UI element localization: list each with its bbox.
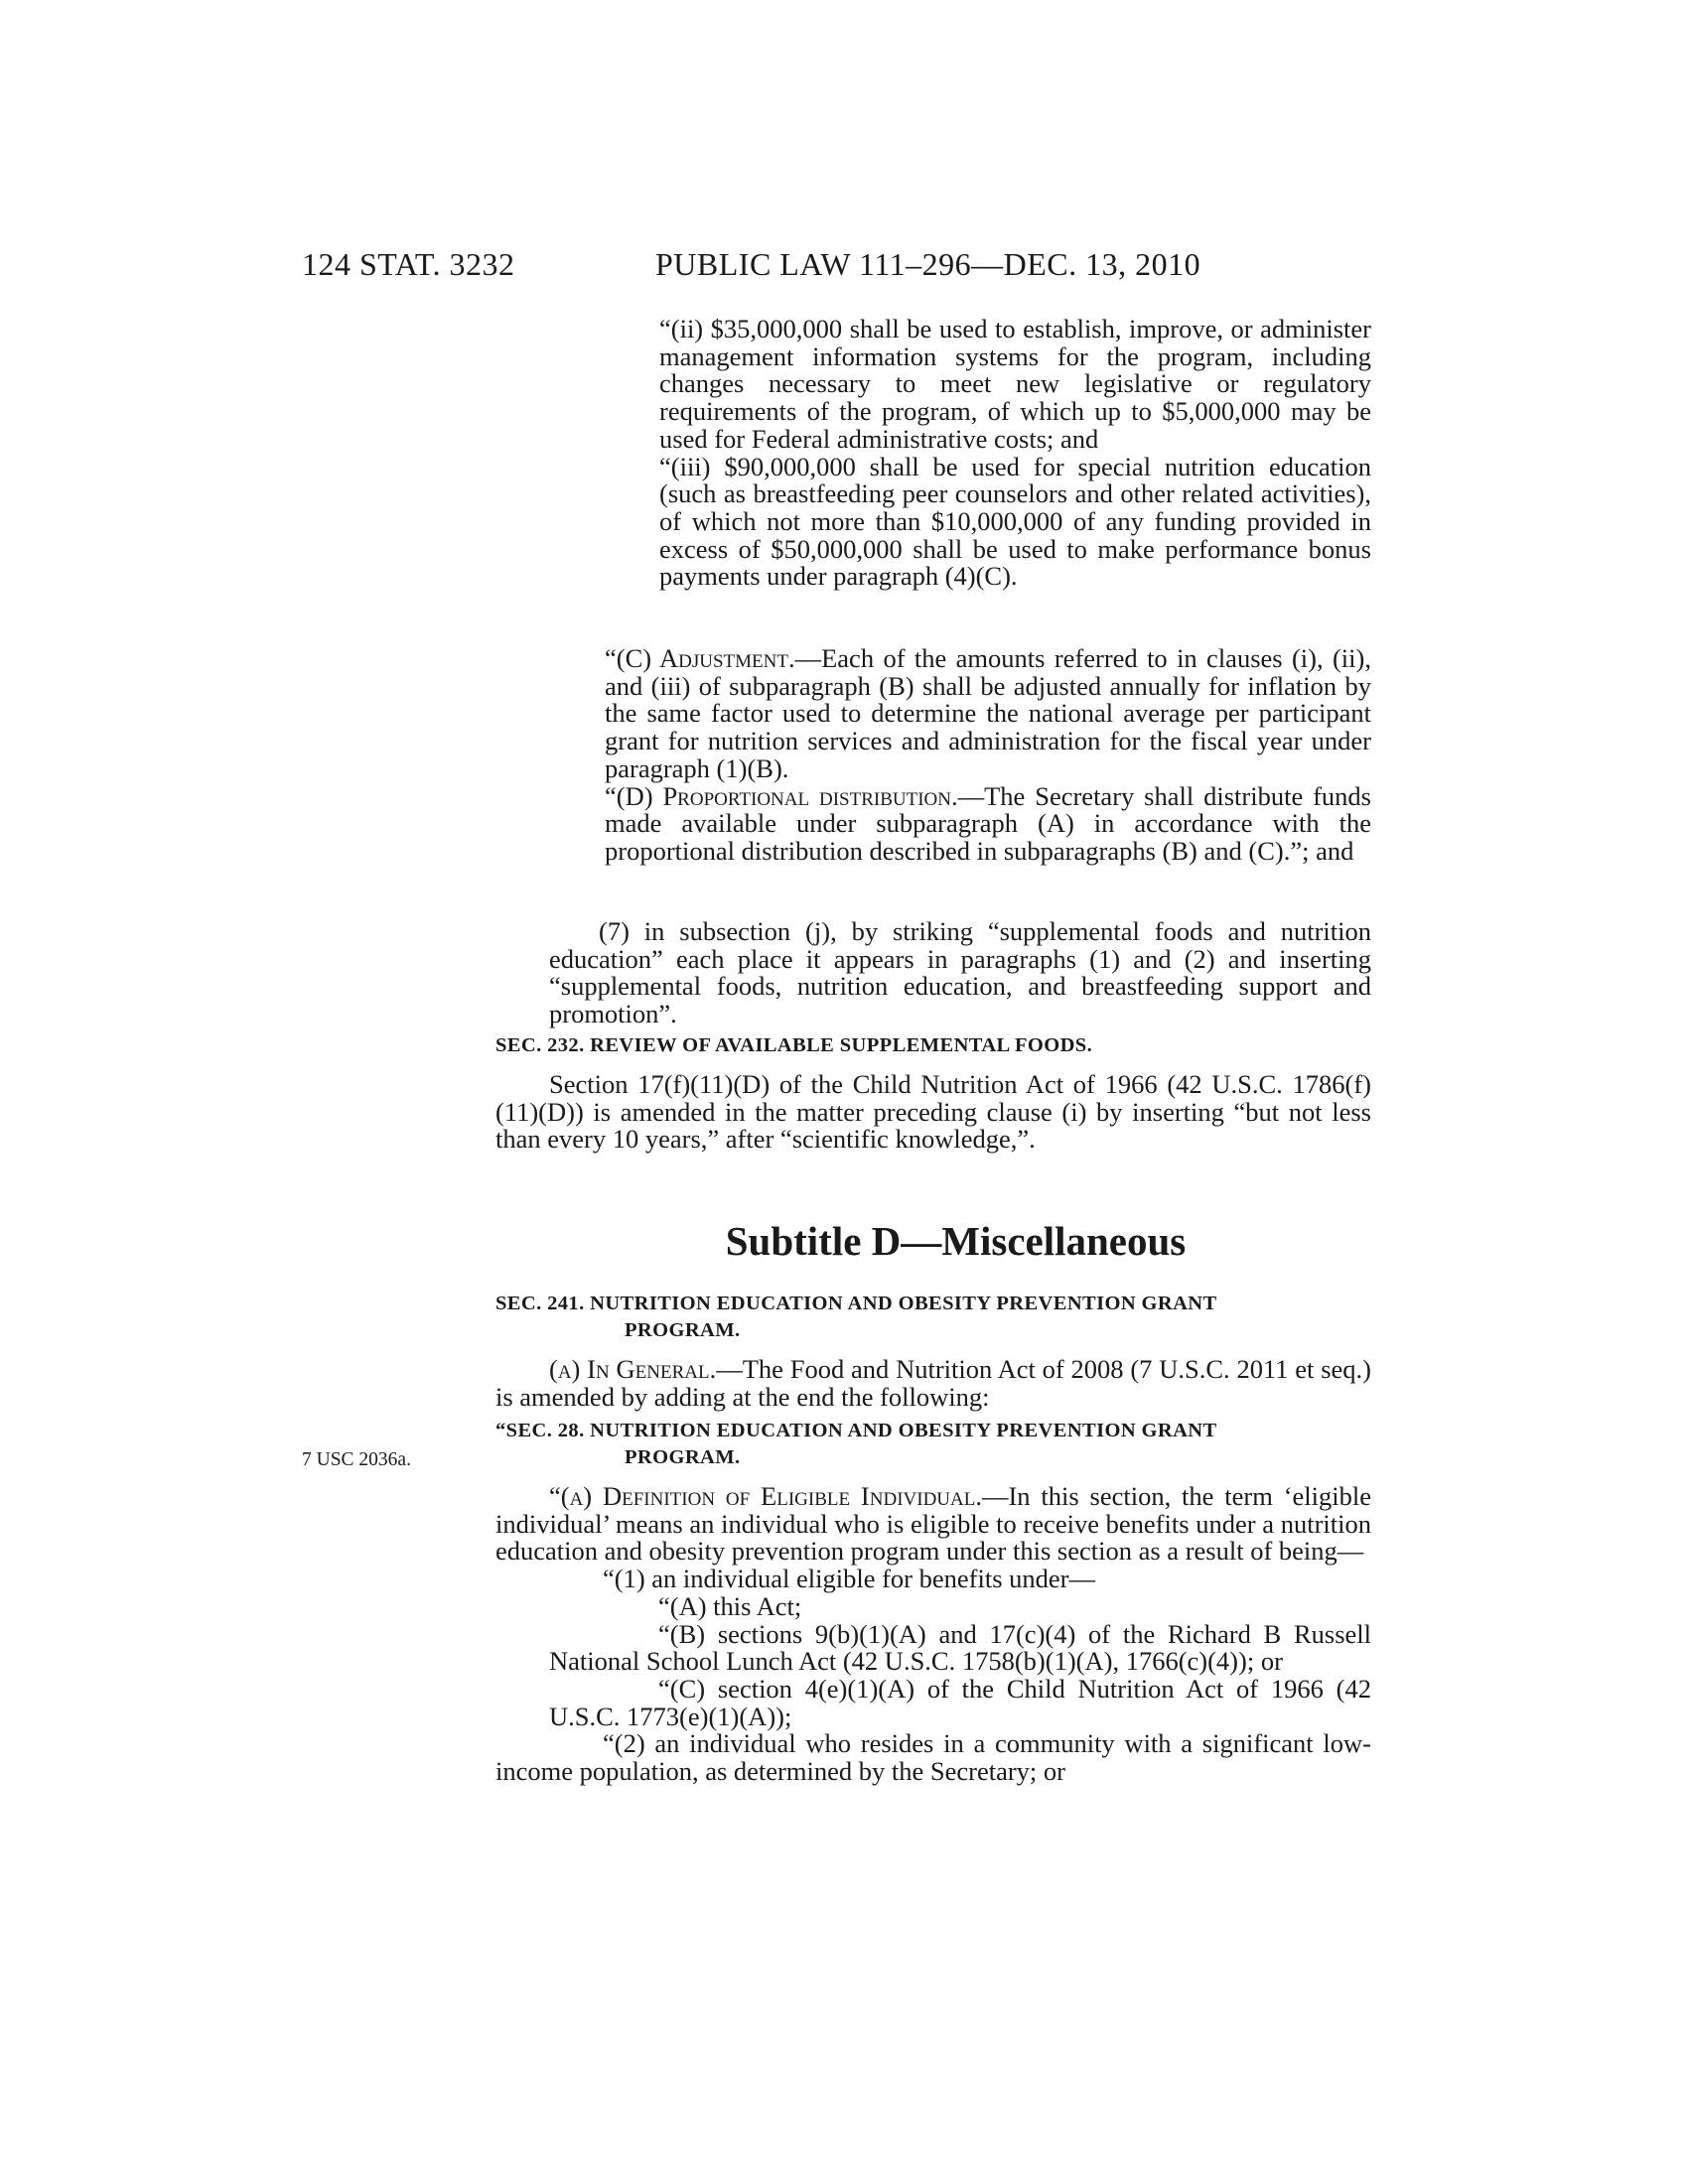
subsection-a-heading: (a) In General. bbox=[549, 1354, 717, 1384]
subparagraph-d-heading: “(D) Proportional distribution. bbox=[605, 780, 958, 811]
subparagraph-b: “(B) sections 9(b)(1)(A) and 17(c)(4) of the Richard B Russell National School Lunch Act (42 U.S.C. 1758(b)(1)(A), 1766(c)(4)); or bbox=[549, 1618, 1371, 1677]
section-241-heading: SEC. 241. NUTRITION EDUCATION AND OBESITY PREVENTION GRANT bbox=[495, 1293, 1217, 1314]
section-241-subsection-a bbox=[495, 1356, 1371, 1411]
section-241 bbox=[495, 1291, 1371, 1411]
subtitle-heading: Subtitle D—Miscellaneous bbox=[725, 1218, 1187, 1264]
definition-heading: “(a) Definition of Eligible Individual. bbox=[549, 1481, 982, 1511]
margin-note: 7 USC 2036a. bbox=[302, 1449, 411, 1470]
paragraph-1: “(1) an individual eligible for benefits under— bbox=[603, 1564, 1095, 1594]
subsection-a-text: —The Food and Nutrition Act of 2008 (7 U.S.C. 2011 et seq.) is amended by adding at the end the following: bbox=[495, 1354, 1371, 1412]
section-232-text: Section 17(f)(11)(D) of the Child Nutrition Act of 1966 (42 U.S.C. 1786(f)(11)(D)) is amended in the matter preceding clause (i) by inserting “but not less than every 10 years,” after “scientific knowledge,”. bbox=[495, 1069, 1371, 1155]
section-28-heading: “SEC. 28. NUTRITION EDUCATION AND OBESITY PREVENTION GRANT bbox=[495, 1420, 1217, 1441]
paragraph-7-block bbox=[549, 918, 1371, 1028]
running-header: PUBLIC LAW 111–296—DEC. 13, 2010 bbox=[655, 246, 1201, 282]
statute-page-number: 124 STAT. 3232 bbox=[302, 246, 515, 282]
subparagraph-d bbox=[605, 780, 1371, 866]
definition-text: —In this section, the term ‘eligible individual’ means an individual who is eligible to receive benefits under a nutrition education and obesity prevention program under this section as a result of being— bbox=[495, 1481, 1371, 1567]
paragraph-7: (7) in subsection (j), by striking “supplemental foods and nutrition education” each place it appears in paragraphs (1) and (2) and inserting “supplemental foods, nutrition education, and breastfeeding support and promotion”. bbox=[549, 916, 1371, 1029]
clause-block bbox=[555, 316, 1371, 591]
section-28-heading-cont: PROGRAM. bbox=[625, 1446, 741, 1468]
section-241-heading-cont: PROGRAM. bbox=[625, 1319, 741, 1341]
subparagraph-c-text: —Each of the amounts referred to in clauses (i), (ii), and (iii) of subparagraph (B) shall be adjusted annually for inflation by the same factor used to determine the national average per participant grant for nutrition services and administration for the fiscal year under paragraph (1)(B). bbox=[605, 643, 1371, 783]
section-232 bbox=[495, 1032, 1371, 1154]
section-232-heading: SEC. 232. REVIEW OF AVAILABLE SUPPLEMENTAL FOODS. bbox=[495, 1034, 1093, 1056]
section-28 bbox=[495, 1418, 1371, 1786]
subparagraph-d-text: —The Secretary shall distribute funds made available under subparagraph (A) in accordance with the proportional distribution described in subparagraphs (B) and (C).”; and bbox=[605, 780, 1371, 866]
clause-ii: “(ii) $35,000,000 shall be used to establish, improve, or administer management information systems for the program, including changes necessary to meet new legislative or regulatory requirements of the program, of which up to $5,000,000 may be used for Federal administrative costs; and bbox=[659, 314, 1371, 454]
subparagraph-block bbox=[555, 645, 1371, 866]
subparagraph-c-item: “(C) section 4(e)(1)(A) of the Child Nutrition Act of 1966 (42 U.S.C. 1773(e)(1)(A)); bbox=[549, 1673, 1371, 1731]
subparagraph-c-heading: “(C) Adjustment. bbox=[605, 643, 795, 673]
paragraph-2: “(2) an individual who resides in a community with a significant low-income population, as determined by the Secretary; or bbox=[495, 1728, 1371, 1787]
definition-subsection-a bbox=[495, 1483, 1371, 1566]
subparagraph-c bbox=[605, 645, 1371, 783]
clause-iii: “(iii) $90,000,000 shall be used for special nutrition education (such as breastfeeding peer counselors and other related activities), of which not more than $10,000,000 of any funding provided in excess of $50,000,000 shall be used to make performance bonus payments under paragraph (4)(C). bbox=[659, 451, 1371, 592]
subparagraph-a: “(A) this Act; bbox=[658, 1590, 802, 1621]
